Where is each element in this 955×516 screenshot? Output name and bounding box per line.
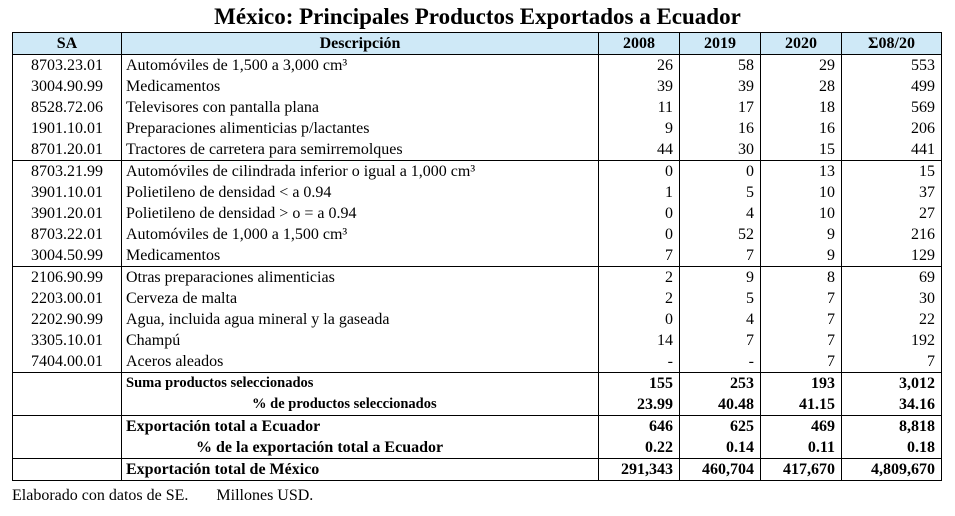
total-ecuador-row <box>13 416 942 438</box>
table-row <box>13 55 942 77</box>
product-description: Cerveza de malta <box>122 288 599 309</box>
value-2020: 16 <box>761 118 842 139</box>
product-description: Automóviles de 1,000 a 1,500 cm³ <box>122 224 599 245</box>
sa-code: 3305.10.01 <box>13 330 122 351</box>
product-description: Tractores de carretera para semirremolques <box>122 139 599 161</box>
sa-code: 8528.72.06 <box>13 97 122 118</box>
value-2008: 0 <box>599 224 680 245</box>
value-sum: 441 <box>842 139 942 161</box>
value-2020: 9 <box>761 224 842 245</box>
value-2020: 10 <box>761 203 842 224</box>
value-2008: 44 <box>599 139 680 161</box>
selected-sum-total: 3,012 <box>842 373 942 395</box>
total-ecuador-pct-row <box>13 437 942 459</box>
total-ecuador-pct-sum: 0.18 <box>842 437 942 459</box>
table-row <box>13 330 942 351</box>
product-description: Medicamentos <box>122 245 599 267</box>
value-sum: 192 <box>842 330 942 351</box>
value-2008: 0 <box>599 309 680 330</box>
value-2008: 7 <box>599 245 680 267</box>
header-2019: 2019 <box>680 33 761 55</box>
units-note: Millones USD. <box>216 487 314 504</box>
total-mexico-sum: 4,809,670 <box>842 459 942 481</box>
value-sum: 569 <box>842 97 942 118</box>
selected-sum-label: Suma productos seleccionados <box>122 373 599 395</box>
product-description: Champú <box>122 330 599 351</box>
value-2008: 2 <box>599 267 680 289</box>
selected-sum-2019: 253 <box>680 373 761 395</box>
total-mexico-row <box>13 459 942 481</box>
value-2019: 5 <box>680 182 761 203</box>
sa-code: 3901.10.01 <box>13 182 122 203</box>
value-2019: 52 <box>680 224 761 245</box>
sa-code: 1901.10.01 <box>13 118 122 139</box>
value-2019: 7 <box>680 330 761 351</box>
selected-pct-2008: 23.99 <box>599 394 680 416</box>
value-sum: 37 <box>842 182 942 203</box>
value-sum: 15 <box>842 161 942 183</box>
sa-code: 8703.21.99 <box>13 161 122 183</box>
total-mexico-2008: 291,343 <box>599 459 680 481</box>
sa-code: 8703.23.01 <box>13 55 122 77</box>
product-description: Agua, incluida agua mineral y la gaseada <box>122 309 599 330</box>
table-title: México: Principales Productos Exportados a Ecuador <box>214 4 741 29</box>
selected-pct-label: % de productos seleccionados <box>122 394 599 416</box>
value-2008: 0 <box>599 203 680 224</box>
total-ecuador-pct-2019: 0.14 <box>680 437 761 459</box>
header-row <box>13 33 942 55</box>
selected-sum-2008: 155 <box>599 373 680 395</box>
total-mexico-2019: 460,704 <box>680 459 761 481</box>
product-description: Preparaciones alimenticias p/lactantes <box>122 118 599 139</box>
sa-code: 2202.90.99 <box>13 309 122 330</box>
sa-code: 3901.20.01 <box>13 203 122 224</box>
value-2008: 14 <box>599 330 680 351</box>
table-row <box>13 97 942 118</box>
summary-blank <box>13 373 122 395</box>
selected-pct-row <box>13 394 942 416</box>
value-2008: 9 <box>599 118 680 139</box>
header-2020: 2020 <box>761 33 842 55</box>
header-description: Descripción <box>122 33 599 55</box>
value-2019: 0 <box>680 161 761 183</box>
value-2019: 16 <box>680 118 761 139</box>
value-2019: 30 <box>680 139 761 161</box>
value-sum: 553 <box>842 55 942 77</box>
table-row <box>13 139 942 161</box>
value-2019: 7 <box>680 245 761 267</box>
value-2019: 4 <box>680 309 761 330</box>
total-ecuador-pct-2020: 0.11 <box>761 437 842 459</box>
value-sum: 27 <box>842 203 942 224</box>
value-sum: 216 <box>842 224 942 245</box>
footnote <box>12 486 313 506</box>
product-description: Automóviles de 1,500 a 3,000 cm³ <box>122 55 599 77</box>
value-2008: 0 <box>599 161 680 183</box>
sa-code: 3004.90.99 <box>13 76 122 97</box>
selected-pct-2020: 41.15 <box>761 394 842 416</box>
header-2008: 2008 <box>599 33 680 55</box>
value-sum: 22 <box>842 309 942 330</box>
value-2020: 8 <box>761 267 842 289</box>
summary-rows <box>13 373 942 481</box>
total-ecuador-2008: 646 <box>599 416 680 438</box>
sa-code: 8703.22.01 <box>13 224 122 245</box>
total-ecuador-2020: 469 <box>761 416 842 438</box>
total-mexico-2020: 417,670 <box>761 459 842 481</box>
total-ecuador-sum: 8,818 <box>842 416 942 438</box>
value-sum: 7 <box>842 351 942 373</box>
product-description: Televisores con pantalla plana <box>122 97 599 118</box>
summary-blank <box>13 437 122 459</box>
value-2019: 17 <box>680 97 761 118</box>
header-sum: Σ08/20 <box>842 33 942 55</box>
value-2019: 4 <box>680 203 761 224</box>
total-ecuador-pct-2008: 0.22 <box>599 437 680 459</box>
product-description: Polietileno de densidad > o = a 0.94 <box>122 203 599 224</box>
table-row <box>13 267 942 289</box>
selected-pct-total: 34.16 <box>842 394 942 416</box>
value-sum: 499 <box>842 76 942 97</box>
value-2008: 11 <box>599 97 680 118</box>
table-row <box>13 309 942 330</box>
value-2020: 18 <box>761 97 842 118</box>
value-2020: 7 <box>761 330 842 351</box>
value-2019: 9 <box>680 267 761 289</box>
summary-blank <box>13 394 122 416</box>
value-2019: - <box>680 351 761 373</box>
product-description: Medicamentos <box>122 76 599 97</box>
value-2020: 15 <box>761 139 842 161</box>
summary-blank <box>13 459 122 481</box>
value-2008: 26 <box>599 55 680 77</box>
sa-code: 2106.90.99 <box>13 267 122 289</box>
value-2008: 1 <box>599 182 680 203</box>
total-ecuador-pct-label: % de la exportación total a Ecuador <box>122 437 599 459</box>
value-2020: 7 <box>761 351 842 373</box>
header-sa: SA <box>13 33 122 55</box>
selected-sum-2020: 193 <box>761 373 842 395</box>
table-row <box>13 161 942 183</box>
sa-code: 2203.00.01 <box>13 288 122 309</box>
value-2020: 10 <box>761 182 842 203</box>
summary-blank <box>13 416 122 438</box>
total-mexico-label: Exportación total de México <box>122 459 599 481</box>
value-2019: 39 <box>680 76 761 97</box>
sa-code: 8701.20.01 <box>13 139 122 161</box>
table-row <box>13 182 942 203</box>
value-sum: 129 <box>842 245 942 267</box>
value-2020: 13 <box>761 161 842 183</box>
value-2008: 39 <box>599 76 680 97</box>
value-2008: 2 <box>599 288 680 309</box>
table-row <box>13 351 942 373</box>
product-description: Otras preparaciones alimenticias <box>122 267 599 289</box>
sa-code: 7404.00.01 <box>13 351 122 373</box>
selected-pct-2019: 40.48 <box>680 394 761 416</box>
value-2008: - <box>599 351 680 373</box>
value-2019: 58 <box>680 55 761 77</box>
value-2020: 29 <box>761 55 842 77</box>
product-description: Automóviles de cilindrada inferior o igual a 1,000 cm³ <box>122 161 599 183</box>
table-row <box>13 245 942 267</box>
product-description: Aceros aleados <box>122 351 599 373</box>
table-row <box>13 203 942 224</box>
value-2020: 7 <box>761 288 842 309</box>
total-ecuador-label: Exportación total a Ecuador <box>122 416 599 438</box>
sa-code: 3004.50.99 <box>13 245 122 267</box>
value-2020: 28 <box>761 76 842 97</box>
source-note: Elaborado con datos de SE. <box>12 487 189 504</box>
product-rows <box>13 55 942 373</box>
total-ecuador-2019: 625 <box>680 416 761 438</box>
value-sum: 206 <box>842 118 942 139</box>
value-2020: 9 <box>761 245 842 267</box>
value-2020: 7 <box>761 309 842 330</box>
product-description: Polietileno de densidad < a 0.94 <box>122 182 599 203</box>
value-sum: 30 <box>842 288 942 309</box>
exports-table <box>12 32 942 481</box>
table-row <box>13 76 942 97</box>
table-row <box>13 118 942 139</box>
table-row <box>13 224 942 245</box>
selected-sum-row <box>13 373 942 395</box>
value-2019: 5 <box>680 288 761 309</box>
table-row <box>13 288 942 309</box>
value-sum: 69 <box>842 267 942 289</box>
